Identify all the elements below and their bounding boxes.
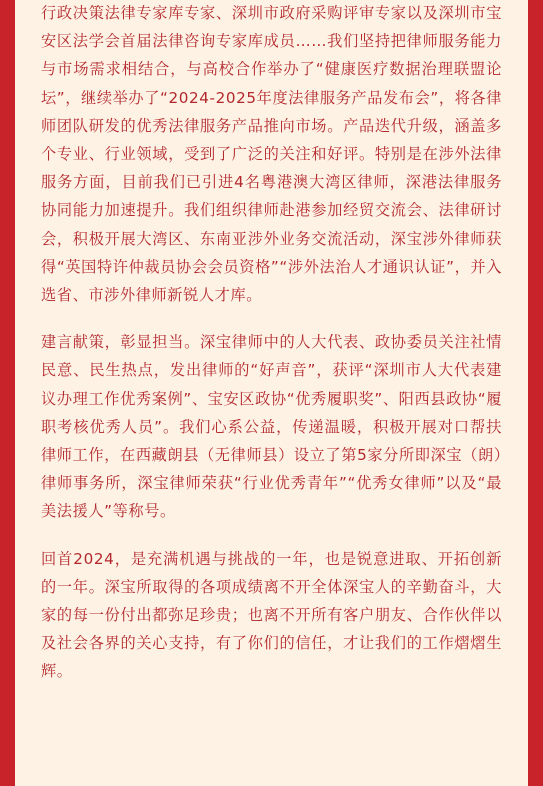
article-paragraph-2: 建言献策，彰显担当。深宝律师中的人大代表、政协委员关注社情民意、民生热点，发出律师的“好声音”，获评“深圳市人大代表建议办理工作优秀案例”、宝安区政协“优秀履职奖”、阳西县政协“履职考核优秀人员”。我们心系公益，传递温暖，积极开展对口帮扶律师工作，在西藏朗县（无律师县）设立了第5家分所即深宝（朗）律师事务所，深宝律师荣获“行业优秀青年”“优秀女律师”以及“最美法援人”等称号。	[41, 333, 502, 521]
right-red-border	[528, 0, 543, 786]
article-paragraph-3: 回首2024，是充满机遇与挑战的一年，也是锐意进取、开拓创新的一年。深宝所取得的各项成绩离不开全体深宝人的辛勤奋斗，大家的每一份付出都弥足珍贵；也离不开所有客户朋友、合作伙伴以及社会各界的关心支持，有了你们的信任，才让我们的工作熠熠生辉。	[41, 549, 502, 681]
left-red-border	[0, 0, 15, 786]
article-panel	[15, 0, 528, 786]
article-body	[41, 0, 502, 705]
article-paragraph-1: 行政决策法律专家库专家、深圳市政府采购评审专家以及深圳市宝安区法学会首届法律咨询专家库成员……我们坚持把律师服务能力与市场需求相结合，与高校合作举办了“健康医疗数据治理联盟论坛”，继续举办了“2024-2025年度法律服务产品发布会”，将各律师团队研发的优秀法律服务产品推向市场。产品迭代升级，涵盖多个专业、行业领域，受到了广泛的关注和好评。特别是在涉外法律服务方面，目前我们已引进4名粤港澳大湾区律师，深港法律服务协同能力加速提升。我们组织律师赴港参加经贸交流会、法律研讨会，积极开展大湾区、东南亚涉外业务交流活动，深宝涉外律师获得“英国特许仲裁员协会会员资格”“涉外法治人才通识认证”，并入选省、市涉外律师新锐人才库。	[41, 4, 502, 305]
